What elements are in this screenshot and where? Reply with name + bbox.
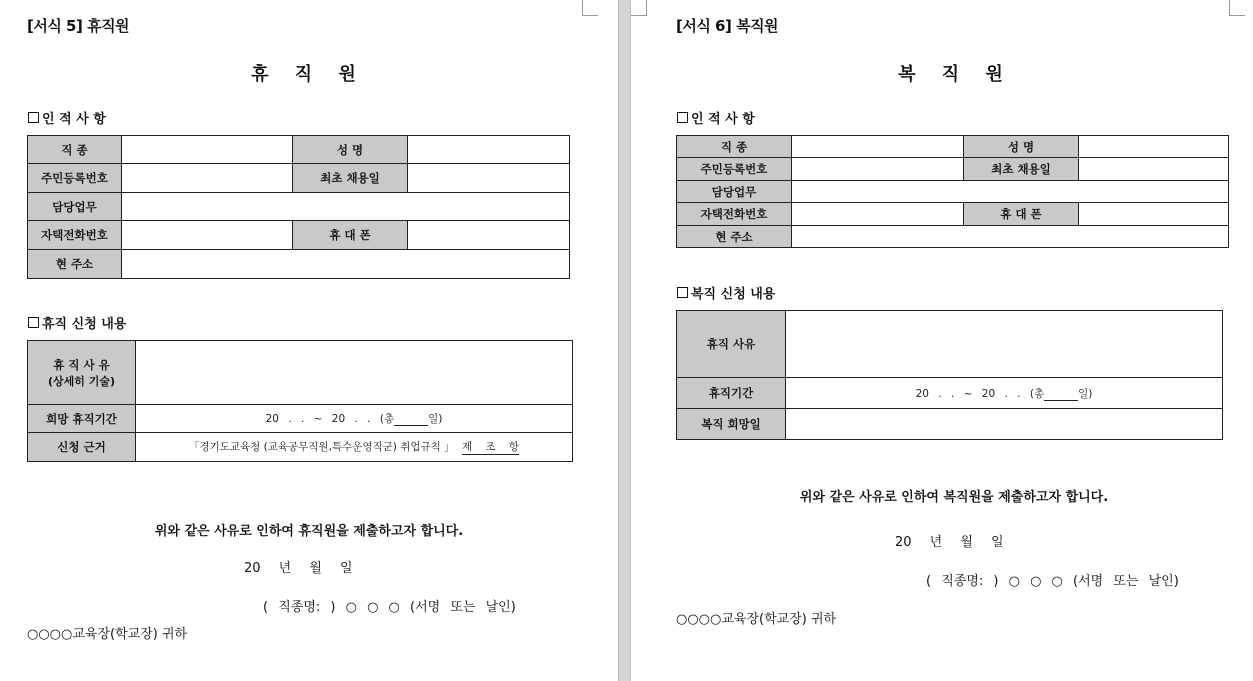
label-basis: 신청 근거 — [28, 433, 136, 462]
statement-text: 위와 같은 사유로 인하여 휴직원을 제출하고자 합니다. — [154, 524, 464, 539]
addressee: ○○○○교육장(학교장) 귀하 — [27, 627, 188, 642]
field-first-hire[interactable] — [1079, 158, 1229, 181]
field-mobile[interactable] — [1079, 203, 1229, 226]
section-title: 인 적 사 항 — [691, 112, 755, 127]
crop-mark — [1229, 0, 1245, 16]
section-personal-info — [677, 108, 755, 127]
field-address[interactable] — [122, 250, 570, 279]
signature-line: ( 직종명: ) ○ ○ ○ (서명 또는 날인) — [926, 574, 1179, 589]
label-leave-reason-line1: 휴 직 사 유 — [53, 357, 110, 372]
field-return-date[interactable] — [786, 409, 1223, 440]
page-return-application — [631, 0, 1253, 681]
field-job-type[interactable] — [122, 136, 293, 164]
label-address: 현 주소 — [28, 250, 122, 279]
field-leave-period[interactable] — [136, 405, 573, 433]
field-leave-reason[interactable] — [786, 311, 1223, 378]
field-mobile[interactable] — [408, 221, 570, 250]
label-leave-reason: 휴직 사유 — [677, 311, 786, 378]
document-title: 복 직 원 — [898, 64, 1006, 85]
checkbox-square-icon — [28, 317, 39, 328]
field-duty[interactable] — [122, 193, 570, 221]
field-home-phone[interactable] — [792, 203, 964, 226]
field-name[interactable] — [1079, 136, 1229, 158]
basis-article: 제 조 항 — [461, 441, 520, 453]
label-resident-no: 주민등록번호 — [28, 164, 122, 193]
label-address: 현 주소 — [677, 226, 792, 248]
section-personal-info — [28, 108, 106, 127]
checkbox-square-icon — [677, 112, 688, 123]
field-name[interactable] — [408, 136, 570, 164]
page-gutter — [618, 0, 631, 681]
date-line: 20 년 월 일 — [895, 535, 1004, 550]
signature-line: ( 직종명: ) ○ ○ ○ (서명 또는 날인) — [263, 600, 516, 615]
document-title: 휴 직 원 — [251, 64, 359, 85]
return-request-table — [676, 310, 1223, 440]
label-home-phone: 자택전화번호 — [677, 203, 792, 226]
section-title: 복직 신청 내용 — [691, 287, 776, 302]
checkbox-square-icon — [677, 287, 688, 298]
section-leave-request — [28, 313, 126, 332]
label-job-type: 직 종 — [677, 136, 792, 158]
label-mobile: 휴 대 폰 — [293, 221, 408, 250]
field-first-hire[interactable] — [408, 164, 570, 193]
statement-text: 위와 같은 사유로 인하여 복직원을 제출하고자 합니다. — [799, 490, 1109, 505]
label-first-hire: 최초 채용일 — [964, 158, 1079, 181]
label-leave-period: 휴직기간 — [677, 378, 786, 409]
label-name: 성 명 — [293, 136, 408, 164]
label-resident-no: 주민등록번호 — [677, 158, 792, 181]
field-home-phone[interactable] — [122, 221, 293, 250]
period-days-blank — [1044, 388, 1078, 401]
section-title: 인 적 사 항 — [42, 112, 106, 127]
basis-text: 「경기도교육청 (교육공무직원,특수운영직군) 취업규칙 」 — [188, 441, 455, 453]
field-basis — [136, 433, 573, 462]
personal-info-table — [27, 135, 570, 279]
field-resident-no[interactable] — [122, 164, 293, 193]
period-days-blank — [394, 413, 428, 426]
crop-mark — [631, 0, 647, 16]
leave-request-table — [27, 340, 573, 462]
period-text: 20 . . ~ 20 . . (총 — [265, 413, 395, 425]
checkbox-square-icon — [28, 112, 39, 123]
label-job-type: 직 종 — [28, 136, 122, 164]
form-label: [서식 5] 휴직원 — [27, 17, 130, 35]
personal-info-table — [676, 135, 1229, 248]
field-resident-no[interactable] — [792, 158, 964, 181]
label-leave-reason-line2: (상세히 기술) — [47, 374, 115, 388]
field-leave-period[interactable] — [786, 378, 1223, 409]
section-title: 휴직 신청 내용 — [42, 317, 127, 332]
label-return-date: 복직 희망일 — [677, 409, 786, 440]
label-home-phone: 자택전화번호 — [28, 221, 122, 250]
period-text: 20 . . ~ 20 . . (총 — [915, 387, 1045, 400]
date-line: 20 년 월 일 — [244, 561, 353, 576]
crop-mark — [582, 0, 598, 16]
addressee: ○○○○교육장(학교장) 귀하 — [676, 612, 837, 627]
form-label: [서식 6] 복직원 — [676, 17, 779, 35]
period-unit: 일) — [428, 413, 443, 425]
section-return-request — [677, 283, 775, 302]
label-duty: 담당업무 — [28, 193, 122, 221]
field-address[interactable] — [792, 226, 1229, 248]
label-mobile: 휴 대 폰 — [964, 203, 1079, 226]
label-leave-reason — [28, 341, 136, 405]
field-leave-reason[interactable] — [136, 341, 573, 405]
label-leave-period: 희망 휴직기간 — [28, 405, 136, 433]
label-name: 성 명 — [964, 136, 1079, 158]
label-duty: 담당업무 — [677, 181, 792, 203]
period-unit: 일) — [1078, 387, 1093, 400]
field-job-type[interactable] — [792, 136, 964, 158]
field-duty[interactable] — [792, 181, 1229, 203]
page-leave-application — [0, 0, 618, 681]
label-first-hire: 최초 채용일 — [293, 164, 408, 193]
